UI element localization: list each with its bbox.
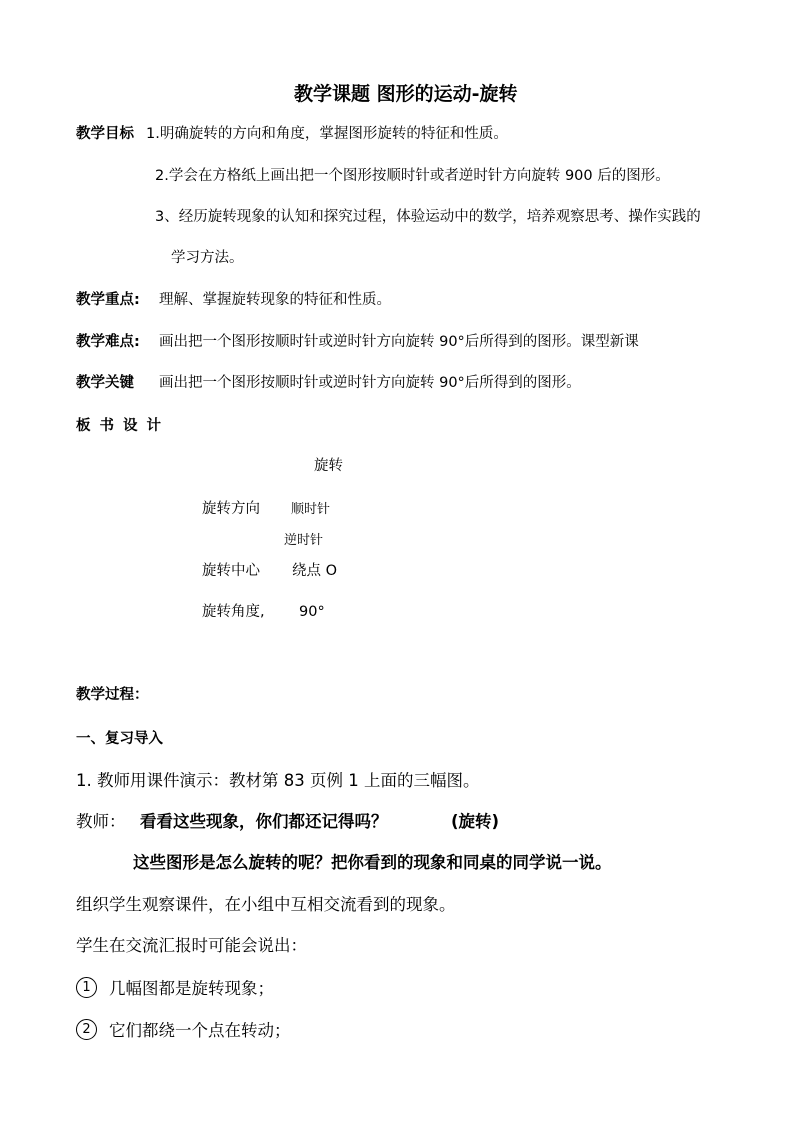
goals-label: 教学目标	[76, 126, 134, 142]
answer-text-2: 它们都绕一个点在转动；	[109, 1021, 291, 1040]
section-1-heading: 一、复习导入	[76, 731, 163, 747]
key-point-text: 理解、掌握旋转现象的特征和性质。	[159, 292, 391, 308]
answer-item-2	[76, 1021, 291, 1042]
teacher-question-2: 这些图形是怎么旋转的呢？把你看到的现象和同桌的同学说一说。	[133, 853, 612, 872]
key-point-label: 教学重点:	[76, 292, 140, 308]
key-text: 画出把一个图形按顺时针或逆时针方向旋转 90°后所得到的图形。	[159, 375, 581, 391]
answer-text-1: 几幅图都是旋转现象；	[109, 979, 274, 998]
goal-item-3: 3、经历旋转现象的认知和探究过程，体验运动中的数学，培养观察思考、操作实践的	[155, 209, 701, 225]
difficulty-text: 画出把一个图形按顺时针或逆时针方向旋转 90°后所得到的图形。课型新课	[159, 334, 639, 350]
board-direction-label: 旋转方向	[202, 501, 260, 517]
board-center-label: 旋转中心	[202, 563, 260, 579]
board-angle-label: 旋转角度,	[202, 604, 265, 620]
teacher-label: 教师：	[76, 812, 126, 831]
answer-item-1	[76, 979, 274, 1000]
page-title: 教学课题 图形的运动-旋转	[294, 83, 518, 105]
circled-number-1: 1	[76, 977, 97, 998]
step-1: 1. 教师用课件演示：教材第 83 页例 1 上面的三幅图。	[76, 771, 480, 790]
teacher-question: 看看这些现象，你们都还记得吗？	[140, 812, 388, 831]
board-heading: 板书设计	[76, 418, 170, 434]
process-heading: 教学过程：	[76, 687, 149, 703]
key-label: 教学关键	[76, 375, 134, 391]
board-angle-value: 90°	[299, 604, 325, 620]
board-clockwise: 顺时针	[291, 502, 331, 517]
students-text: 学生在交流汇报时可能会说出：	[76, 936, 307, 955]
organize-text: 组织学生观察课件，在小组中互相交流看到的现象。	[76, 895, 456, 914]
goal-item-3-cont: 学习方法。	[171, 250, 244, 266]
teacher-answer: (旋转)	[451, 812, 500, 831]
difficulty-label: 教学难点:	[76, 334, 140, 350]
board-center-title: 旋转	[314, 458, 343, 474]
goal-item-1: 1.明确旋转的方向和角度，掌握图形旋转的特征和性质。	[146, 126, 508, 142]
board-counterclockwise: 逆时针	[284, 533, 324, 548]
board-center-value: 绕点 O	[292, 563, 338, 579]
circled-number-2: 2	[76, 1019, 97, 1040]
goal-item-2: 2.学会在方格纸上画出把一个图形按顺时针或者逆时针方向旋转 900 后的图形。	[155, 168, 670, 184]
